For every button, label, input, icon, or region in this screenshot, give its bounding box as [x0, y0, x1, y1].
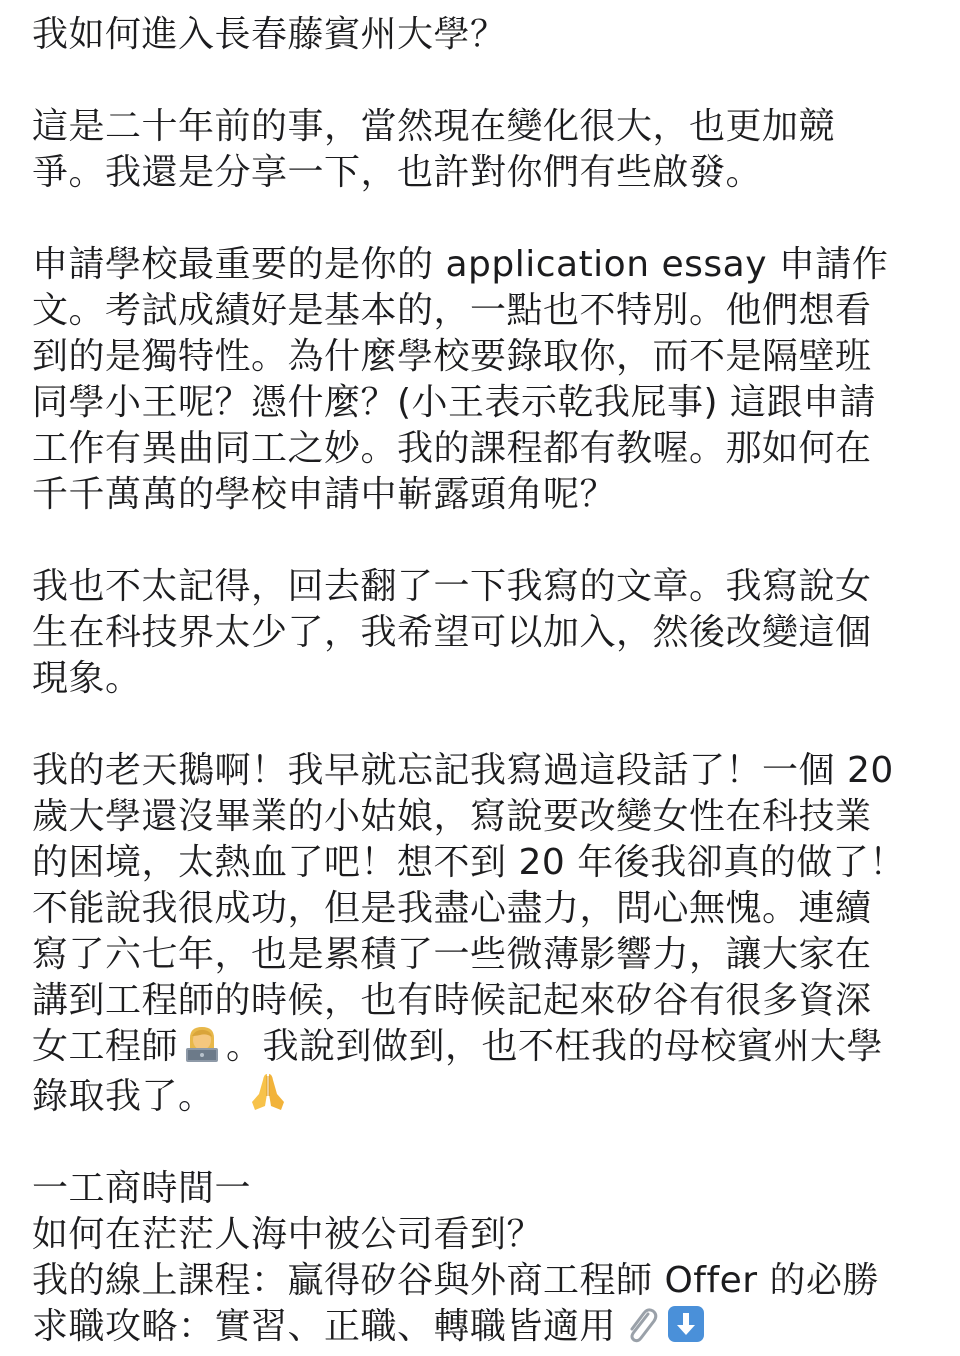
text-line: 不能說我很成功，但是我盡心盡力，問心無愧。連續	[32, 888, 872, 929]
text-segment: 。我說到做到，也不枉我的母校賓州大學	[226, 1026, 884, 1067]
text-line: 到的是獨特性。為什麼學校要錄取你，而不是隔壁班	[32, 336, 872, 377]
ad-header: 一工商時間一	[32, 1168, 252, 1209]
text-line: 同學小王呢？憑什麼？(小王表示乾我屁事) 這跟申請	[32, 382, 877, 423]
text-line-with-emoji	[32, 1070, 932, 1120]
text-segment: 錄取我了。	[32, 1076, 215, 1117]
paperclip-icon	[620, 1304, 660, 1344]
post-body	[32, 12, 932, 1350]
down-arrow-icon	[666, 1304, 706, 1344]
text-line: 寫了六七年，也是累積了一些微薄影響力，讓大家在	[32, 934, 872, 975]
text-segment: 求職攻略：實習、正職、轉職皆適用	[32, 1306, 617, 1347]
text-line: 這是二十年前的事，當然現在變化很大，也更加競	[32, 106, 836, 147]
woman-technologist-icon	[182, 1024, 222, 1064]
paragraph-essay-content	[32, 564, 932, 702]
text-line: 我也不太記得，回去翻了一下我寫的文章。我寫說女	[32, 566, 872, 607]
text-line: 文。考試成績好是基本的，一點也不特別。他們想看	[32, 290, 872, 331]
paragraph-advertisement	[32, 1166, 932, 1350]
post-title-paragraph	[32, 12, 932, 58]
text-line-with-emoji	[32, 1024, 932, 1070]
text-line: 的困境，太熱血了吧！想不到 20 年後我卻真的做了！	[32, 842, 906, 883]
text-line: 講到工程師的時候，也有時候記起來矽谷有很多資深	[32, 980, 872, 1021]
text-line: 申請學校最重要的是你的 application essay 申請作	[32, 244, 889, 285]
text-line: 現象。	[32, 658, 142, 699]
text-line: 千千萬萬的學校申請中嶄露頭角呢？	[32, 474, 617, 515]
text-segment: 女工程師	[32, 1026, 179, 1067]
text-line: 生在科技界太少了，我希望可以加入，然後改變這個	[32, 612, 872, 653]
folded-hands-icon	[246, 1070, 286, 1110]
text-line-with-emoji	[32, 1304, 932, 1350]
post-title: 我如何進入長春藤賓州大學？	[32, 14, 507, 55]
paragraph-reflection	[32, 748, 932, 1120]
text-line: 歲大學還沒畢業的小姑娘，寫說要改變女性在科技業	[32, 796, 872, 837]
text-line: 如何在茫茫人海中被公司看到？	[32, 1214, 544, 1255]
text-line: 爭。我還是分享一下，也許對你們有些啟發。	[32, 152, 763, 193]
text-line: 工作有異曲同工之妙。我的課程都有教喔。那如何在	[32, 428, 872, 469]
paragraph-application-essay	[32, 242, 932, 518]
text-line: 我的老天鵝啊！我早就忘記我寫過這段話了！一個 20	[32, 750, 894, 791]
text-line: 我的線上課程：贏得矽谷與外商工程師 Offer 的必勝	[32, 1260, 880, 1301]
paragraph-intro	[32, 104, 932, 196]
